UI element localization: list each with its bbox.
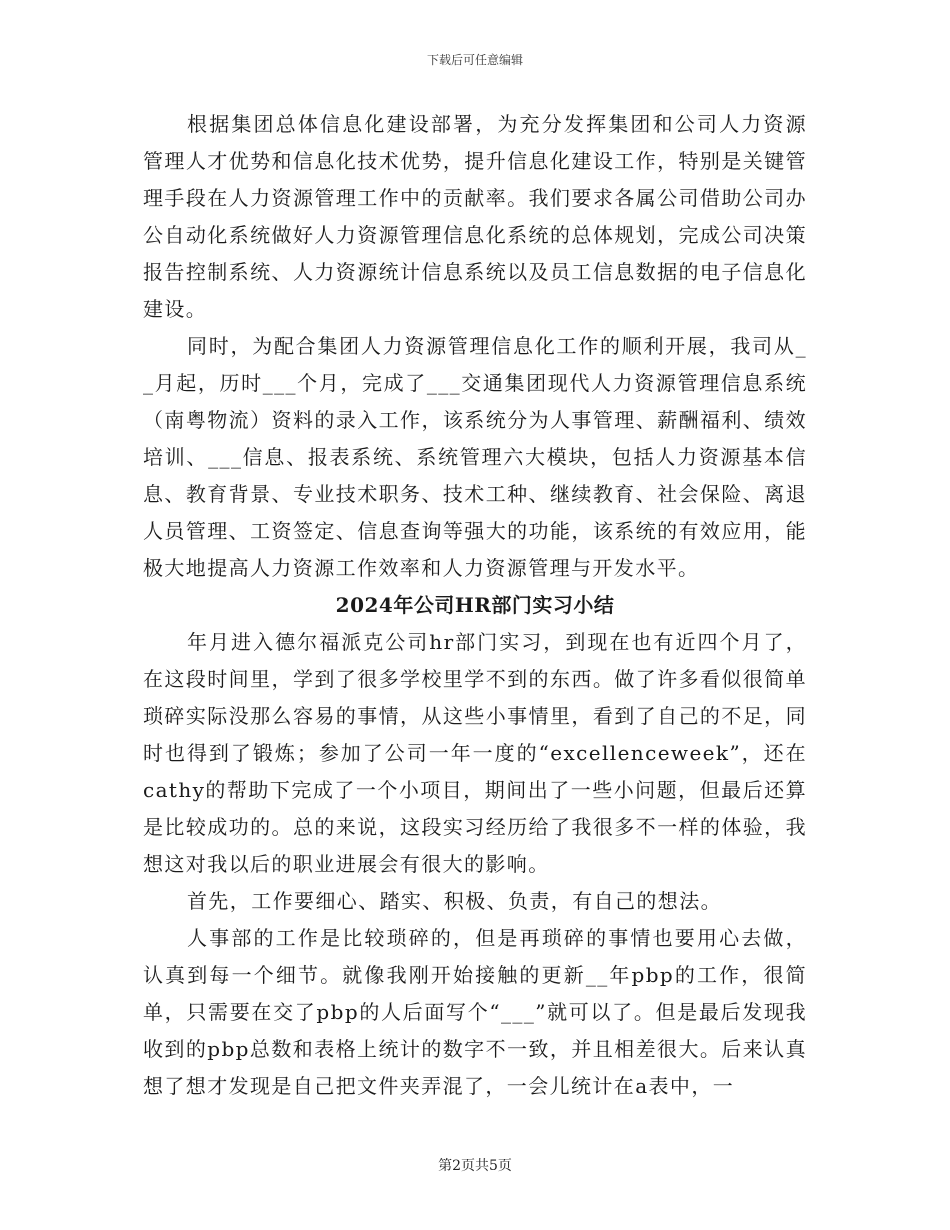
page-header: 下载后可任意编辑	[426, 53, 523, 67]
page-footer: 第2页共5页	[438, 1158, 512, 1174]
section-title: 2024年公司HR部门实习小结	[335, 593, 615, 617]
paragraph: 根据集团总体信息化建设部署，为充分发挥集团和公司人力资源管理人才优势和信息化技术优势，提升信息化建设工作，特别是关键管理手段在人力资源管理工作中的贡献率。我们要求各属公司借助公司办公自动化系统做好人力资源管理信息化系统的总体规划，完成公司决策报告控制系统、人力资源统计信息系统以及员工信息数据的电子信息化建设。	[143, 112, 807, 321]
paragraph: 同时，为配合集团人力资源管理信息化工作的顺利开展，我司从__月起，历时___个月，完成了___交通集团现代人力资源管理信息系统（南粤物流）资料的录入工作，该系统分为人事管理、薪酬福利、绩效培训、___信息、报表系统、系统管理六大模块，包括人力资源基本信息、教育背景、专业技术职务、技术工种、继续教育、社会保险、离退人员管理、工资签定、信息查询等强大的功能，该系统的有效应用，能极大地提高人力资源工作效率和人力资源管理与开发水平。	[143, 334, 807, 580]
document-body	[143, 106, 807, 1105]
paragraph: 年月进入德尔福派克公司hr部门实习，到现在也有近四个月了，在这段时间里，学到了很多学校里学不到的东西。做了许多看似很简单琐碎实际没那么容易的事情，从这些小事情里，看到了自己的不足，同时也得到了锻炼；参加了公司一年一度的“excellenceweek”，还在cathy的帮助下完成了一个小项目，期间出了一些小问题，但最后还算是比较成功的。总的来说，这段实习经历给了我很多不一样的体验，我想这对我以后的职业进展会有很大的影响。	[143, 630, 807, 876]
paragraph: 人事部的工作是比较琐碎的，但是再琐碎的事情也要用心去做，认真到每一个细节。就像我刚开始接触的更新__年pbp的工作，很简单，只需要在交了pbp的人后面写个“___”就可以了。但是最后发现我收到的pbp总数和表格上统计的数字不一致，并且相差很大。后来认真想了想才发现是自己把文件夹弄混了，一会儿统计在a表中，一	[143, 926, 807, 1098]
paragraph: 首先，工作要细心、踏实、积极、负责，有自己的想法。	[187, 889, 722, 913]
